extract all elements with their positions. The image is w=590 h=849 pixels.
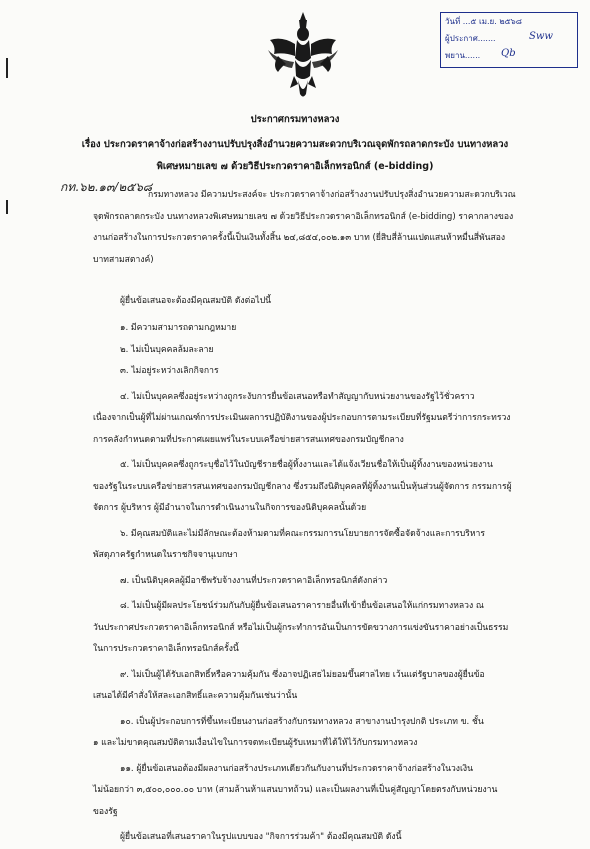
list-item: ๓. ไม่อยู่ระหว่างเลิกกิจการ [120,366,219,376]
intro-line: บาทสามสตางค์) [93,254,154,265]
list-item: ๑๐. เป็นผู้ประกอบการที่ขึ้นทะเบียนงานก่อสร้างกับกรมทางหลวง สาขางานบำรุงปกติ ประเภท ข. ชั้น [120,716,484,727]
intro-paragraph [93,185,525,271]
stamp-witness: พยาน...... [445,51,481,60]
intro-line: กรมทางหลวง มีความประสงค์จะ ประกวดราคาจ้างก่อสร้างงานปรับปรุงสิ่งอำนวยความสะดวกบริเวณ [148,190,516,200]
list-item-cont: ของรัฐ [93,806,118,817]
list-item: ๘. ไม่เป็นผู้มีผลประโยชน์ร่วมกันกับผู้ยื่นข้อเสนอราคารายอื่นที่เข้ายื่นข้อเสนอให้แก่กรมทางหลวง ณ [120,601,484,611]
qualification-list [93,318,525,849]
list-item: ๙. ไม่เป็นผู้ได้รับเอกสิทธิ์หรือความคุ้มกัน ซึ่งอาจปฏิเสธไม่ยอมขึ้นศาลไทย เว้นแต่รัฐบาลของผู้ยื่นข้อ [120,669,485,680]
list-item: ๒. ไม่เป็นบุคคลล้มละลาย [120,344,214,355]
list-item: ๔. ไม่เป็นบุคคลซึ่งอยู่ระหว่างถูกระงับการยื่นข้อเสนอหรือทำสัญญากับหน่วยงานของรัฐไว้ชั่วคราว [120,391,475,402]
list-item-cont: ของรัฐในระบบเครือข่ายสารสนเทศของกรมบัญชีกลาง ซึ่งรวมถึงนิติบุคคลที่ผู้ทิ้งงานเป็นหุ้นส่วนผู้จัดการ กรรมการผู้ [93,481,512,492]
witness-signature: Qb [501,48,516,59]
list-item-cont: ๑ และไม่ขาดคุณสมบัติตามเงื่อนไขในการจดทะเบียนผู้รับเหมาที่ได้ให้ไว้กับกรมทางหลวง [93,738,418,748]
list-item-cont: พัสดุภาครัฐกำหนดในราชกิจจานุเบกษา [93,550,238,560]
list-item: ๑๑. ผู้ยื่นข้อเสนอต้องมีผลงานก่อสร้างประเภทเดียวกันกับงานที่ประกวดราคาจ้างก่อสร้างในวงเงิน [120,763,473,774]
list-item-cont: ในการประกวดราคาอิเล็กทรอนิกส์ครั้งนี้ [93,644,239,654]
receipt-stamp [440,12,578,68]
list-item-cont: เนื่องจากเป็นผู้ที่ไม่ผ่านเกณฑ์การประเมินผลการปฏิบัติงานของผู้ประกอบการตามระเบียบที่รัฐมนตรีว่าการกระทรวง [93,413,511,423]
list-item: ๕. ไม่เป็นบุคคลซึ่งถูกระบุชื่อไว้ในบัญชีรายชื่อผู้ทิ้งงานและได้แจ้งเวียนชื่อให้เป็นผู้ทิ้งงานของหน่วยงาน [120,460,493,470]
list-item-cont: วันประกาศประกวดราคาอิเล็กทรอนิกส์ หรือไม่เป็นผู้กระทำการอันเป็นการขัดขวางการแข่งขันราคาอย่างเป็นธรรม [93,622,509,633]
department-name: ประกาศกรมทางหลวง [250,114,340,125]
subject-heading [60,134,530,178]
subject-line-1: เรื่อง ประกวดราคาจ้างก่อสร้างงานปรับปรุงสิ่งอำนวยความสะดวกบริเวณจุดพักรถลาดกระบัง บนทางหลวง [81,139,509,150]
stamp-date: วันที่ ...๕ เม.ย. ๒๕๖๘ [445,17,522,26]
list-item: ผู้ยื่นข้อเสนอที่เสนอราคาในรูปแบบของ "กิจการร่วมค้า" ต้องมีคุณสมบัติ ดังนี้ [120,832,402,842]
list-item-cont: การคลังกำหนดตามที่ประกาศเผยแพร่ในระบบเครือข่ายสารสนเทศของกรมบัญชีกลาง [93,434,404,445]
scan-edge-mark [6,58,8,78]
subject-line-2: พิเศษหมายเลข ๗ ด้วยวิธีประกวดราคาอิเล็กทรอนิกส์ (e-bidding) [156,161,434,172]
qualification-heading: ผู้ยื่นข้อเสนอจะต้องมีคุณสมบัติ ดังต่อไปนี้ [120,296,272,306]
list-item: ๖. มีคุณสมบัติและไม่มีลักษณะต้องห้ามตามที่คณะกรรมการนโยบายการจัดซื้อจัดจ้างและการบริหาร [120,528,485,539]
list-item: ๗. เป็นนิติบุคคลผู้มีอาชีพรับจ้างงานที่ประกวดราคาอิเล็กทรอนิกส์ดังกล่าว [120,575,388,586]
document-number: กท.๖๒.๑๓/๒๕๖๘ [60,180,153,194]
scan-edge-mark [6,200,8,214]
list-item-cont: เสนอได้มีคำสั่งให้สละเอกสิทธิ์และความคุ้มกันเช่นว่านั้น [93,691,298,701]
intro-line: จุดพักรถลาดกระบัง บนทางหลวงพิเศษหมายเลข ๗ ด้วยวิธีประกวดราคาอิเล็กทรอนิกส์ (e-bidding) ราคากลางของ [93,211,514,222]
garuda-emblem-icon [264,10,342,100]
list-item-cont: ไม่น้อยกว่า ๓,๕๐๐,๐๐๐.๐๐ บาท (สามล้านห้าแสนบาทถ้วน) และเป็นผลงานที่เป็นคู่สัญญาโดยตรงกับหน่วยงาน [93,785,498,795]
intro-line: งานก่อสร้างในการประกวดราคาครั้งนี้เป็นเงินทั้งสิ้น ๒๔,๘๕๔,๐๐๒.๑๓ บาท (ยี่สิบสี่ล้านแปดแสนห้าหมื่นสี่พันสอง [93,233,506,243]
stamp-announcer: ผู้ประกาศ....... [445,34,496,43]
list-item: ๑. มีความสามารถตามกฎหมาย [120,323,237,333]
announcer-signature: Sww [529,31,553,42]
list-item-cont: จัดการ ผู้บริหาร ผู้มีอำนาจในการดำเนินงานในกิจการของนิติบุคคลนั้นด้วย [93,503,367,513]
